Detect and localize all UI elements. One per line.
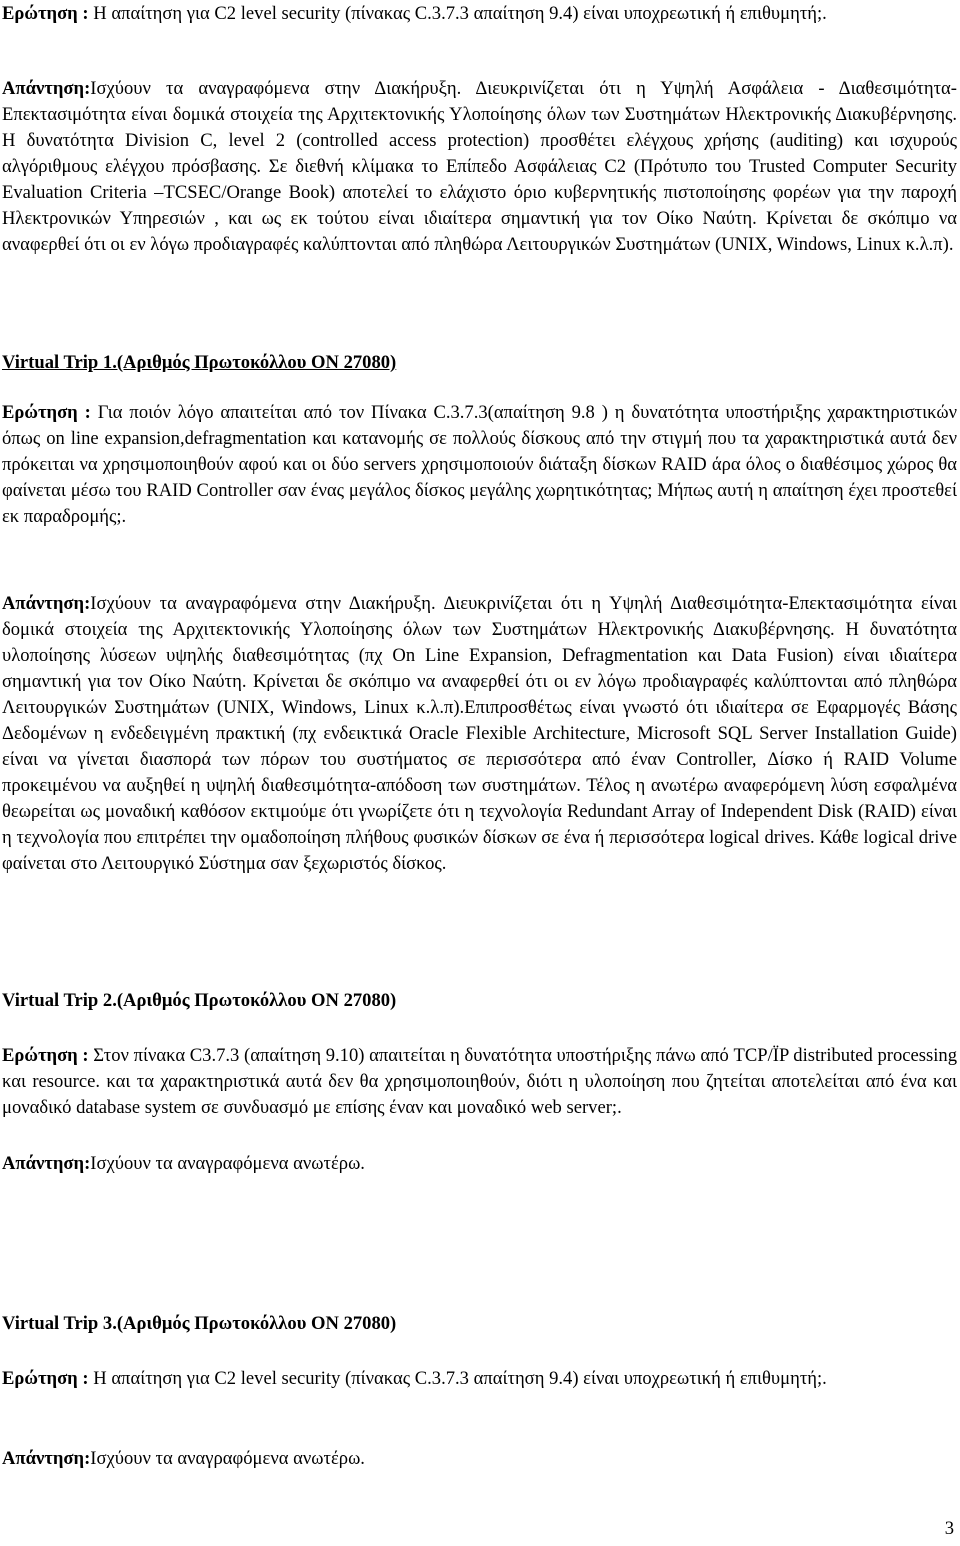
question-text: Για ποιόν λόγο απαιτείται από τον Πίνακα C.3.7.3(απαίτηση 9.8 ) η δυνατότητα υποστήριξης χαρακτηριστικών όπως on line expansion,defragmentation και κατανομής σε πολλούς δίσκους από την στιγμή που τα χαρακτηριστικά αυτά δεν πρόκειται να χρησιμοποιηθούν αφού και οι δύο servers χρησιμοποιούν διάταξη δίσκων RAID άρα όλος ο διαθέσιμος χώρος θα φαίνεται μέσω του RAID Controller σαν ένας μεγάλος δίσκος μεγάλης χωρητικότητας; Μήπως αυτή η απαίτηση έχει προστεθεί εκ παραδρομής;. [2, 402, 957, 527]
answer-label: Απάντηση: [2, 1448, 91, 1469]
answer-label: Απάντηση: [2, 78, 91, 99]
question-4 [2, 1366, 957, 1392]
answer-text: Ισχύουν τα αναγραφόμενα ανωτέρω. [90, 1448, 365, 1469]
answer-label: Απάντηση: [2, 1153, 91, 1174]
question-label: Ερώτηση : [2, 1045, 89, 1066]
question-text: Στον πίνακα C3.7.3 (απαίτηση 9.10) απαιτείται η δυνατότητα υποστήριξης πάνω από TCP/ÏP distributed processing και resource. και τα χαρακτηριστικά αυτά δεν θα χρησιμοποιηθούν, διότι η υλοποίηση που ζητείται αποτελείται από ένα και μοναδικό database system σε συνδυασμό με επίσης έναν και μοναδικό web server;. [2, 1045, 957, 1118]
question-label: Ερώτηση : [2, 1368, 89, 1389]
question-label: Ερώτηση : [2, 3, 89, 24]
answer-text: Ισχύουν τα αναγραφόμενα στην Διακήρυξη. Διευκρινίζεται ότι η Υψηλή Ασφάλεια - Διαθεσιμότητα-Επεκτασιμότητα είναι δομικά στοιχεία της Αρχιτεκτονικής Υλοποίησης όλων των Συστημάτων Ηλεκτρονικής Διακυβέρνησης. Η δυνατότητα Division C, level 2 (controlled access protection) προσθέτει ελέγχους χρήσης (auditing) και ισχυρούς αλγόριθμους ελέγχου πρόσβασης. Σε διεθνή κλίμακα το Επίπεδο Ασφάλειας C2 (Πρότυπο του Trusted Computer Security Evaluation Criteria –TCSEC/Orange Book) αποτελεί το ελάχιστο όριο κυβερνητικής πιστοποίησης φορέων για την παροχή Ηλεκτρονικών Υπηρεσιών , και ως εκ τούτου είναι ιδιαίτερα σημαντική για τον Οίκο Ναύτη. Κρίνεται δε σκόπιμο να αναφερθεί ότι οι εν λόγω προδιαγραφές καλύπτονται από πληθώρα Λειτουργικών Συστημάτων (UNIX, Windows, Linux κ.λ.π). [2, 78, 957, 255]
virtual-trip-3-heading: Virtual Trip 3.(Αριθμός Πρωτοκόλλου ΟΝ 27080) [2, 1313, 397, 1334]
question-2 [2, 400, 957, 530]
question-text: Η απαίτηση για C2 level security (πίνακας C.3.7.3 απαίτηση 9.4) είναι υποχρεωτική ή επιθυμητή;. [88, 3, 827, 24]
question-text: Η απαίτηση για C2 level security (πίνακας C.3.7.3 απαίτηση 9.4) είναι υποχρεωτική ή επιθυμητή;. [88, 1368, 827, 1389]
answer-label: Απάντηση: [2, 593, 91, 614]
answer-text: Ισχύουν τα αναγραφόμενα στην Διακήρυξη. Διευκρινίζεται ότι η Υψηλή Διαθεσιμότητα-Επεκτασιμότητα είναι δομικά στοιχεία της Αρχιτεκτονικής Υλοποίησης όλων των Συστημάτων Ηλεκτρονικής Διακυβέρνησης. Η δυνατότητα υλοποίησης λύσεων υψηλής διαθεσιμότητας (πχ On Line Expansion, Defragmentation και Data Fusion) είναι ιδιαίτερα σημαντική για τον Οίκο Ναύτη. Κρίνεται δε σκόπιμο να αναφερθεί ότι οι εν λόγω προδιαγραφές καλύπτονται από πληθώρα Λειτουργικών Συστημάτων (UNIX, Windows, Linux κ.λ.π).Επιπροσθέτως είναι γνωστό ότι ιδιαίτερα σε Εφαρμογές Βάσης Δεδομένων η ενδεδειγμένη πρακτική (πχ ενδεικτικά Oracle Flexible Architecture, Microsoft SQL Server Installation Guide) είναι να γίνεται διασπορά των πόρων του συστήματος σε περισσότερα από έναν Controller, Δίσκο ή RAID Volume προκειμένου να αυξηθεί η υψηλή διαθεσιμότητα-απόδοση των συστημάτων. Τέλος η ανωτέρω αναφερόμενη λύση εσφαλμένα θεωρείται ως μοναδική καθόσον εκτιμούμε ότι γνωρίζετε ότι η τεχνολογία Redundant Array of Independent Disk (RAID) είναι η τεχνολογία που επιτρέπει την ομαδοποίηση πλήθους φυσικών δίσκων σε ένα ή περισσότερα logical drives. Κάθε logical drive φαίνεται στο Λειτουργικό Σύστημα σαν ξεχωριστός δίσκος. [2, 593, 957, 874]
answer-4 [2, 1446, 957, 1472]
question-label: Ερώτηση : [2, 402, 91, 423]
question-1 [2, 1, 957, 27]
page-number: 3 [944, 1518, 954, 1539]
virtual-trip-2-heading: Virtual Trip 2.(Αριθμός Πρωτοκόλλου ΟΝ 27080) [2, 990, 397, 1011]
virtual-trip-1-heading: Virtual Trip 1.(Αριθμός Πρωτοκόλλου ΟΝ 27080) [2, 352, 397, 373]
answer-text: Ισχύουν τα αναγραφόμενα ανωτέρω. [90, 1153, 365, 1174]
question-3 [2, 1043, 957, 1121]
answer-3 [2, 1151, 957, 1177]
answer-1 [2, 76, 957, 258]
answer-2 [2, 591, 957, 877]
